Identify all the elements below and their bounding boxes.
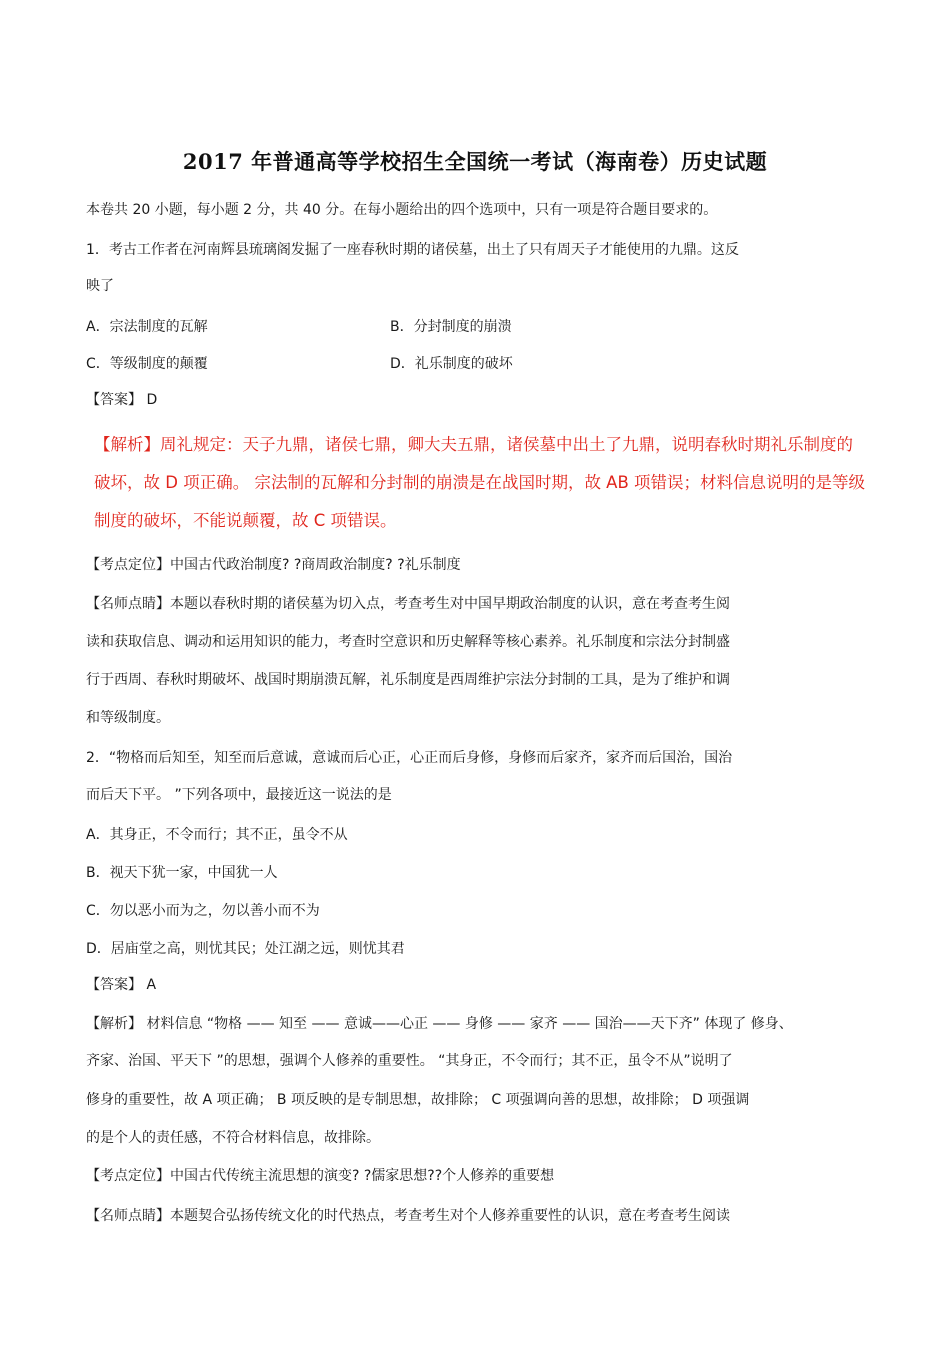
q1-option-a: A．宗法制度的瓦解 (86, 319, 208, 335)
q2-analysis-line3: 修身的重要性，故 A 项正确； B 项反映的是专制思想，故排除； C 项强调向善的思想，故排除； D 项强调 (86, 1092, 750, 1108)
q2-answer: 【答案】 A (86, 977, 157, 993)
q2-option-c: C．勿以恶小而为之，勿以善小而不为 (86, 903, 320, 919)
q1-mingshi-line1: 【名师点睛】本题以春秋时期的诸侯墓为切入点，考查考生对中国早期政治制度的认识，意在考查考生阅 (86, 596, 730, 612)
intro-text: 本卷共 20 小题，每小题 2 分，共 40 分。在每小题给出的四个选项中，只有一项是符合题目要求的。 (86, 202, 718, 218)
q2-analysis-line2: 齐家、治国、平天下 ”的思想，强调个人修养的重要性。 “其身正，不令而行；其不正，虽令不从”说明了 (86, 1053, 733, 1069)
q2-analysis-line1: 【解析】 材料信息 “物格 —— 知至 —— 意诚——心正 —— 身修 —— 家齐 —— 国治——天下齐” 体现了 修身、 (86, 1016, 793, 1032)
q1-stem-line1: 1．考古工作者在河南辉县琉璃阁发掘了一座春秋时期的诸侯墓，出土了只有周天子才能使用的九鼎。这反 (86, 242, 739, 258)
q2-option-d: D．居庙堂之高，则忧其民；处江湖之远，则忧其君 (86, 941, 405, 957)
q2-stem-line1: 2．“物格而后知至，知至而后意诚，意诚而后心正，心正而后身修，身修而后家齐，家齐而后国治，国治 (86, 750, 733, 766)
q2-mingshi-line1: 【名师点睛】本题契合弘扬传统文化的时代热点，考查考生对个人修养重要性的认识，意在考查考生阅读 (86, 1208, 730, 1224)
q1-stem-line2: 映了 (86, 278, 114, 294)
q2-kaodian: 【考点定位】中国古代传统主流思想的演变? ?儒家思想??个人修养的重要想 (86, 1168, 555, 1184)
q1-kaodian: 【考点定位】中国古代政治制度? ?商周政治制度? ?礼乐制度 (86, 557, 461, 573)
q2-stem-line2: 而后天下平。 ”下列各项中，最接近这一说法的是 (86, 787, 392, 803)
q1-analysis-line3: 制度的破坏，不能说颠覆，故 C 项错误。 (94, 511, 397, 530)
q1-option-c: C．等级制度的颠覆 (86, 356, 208, 372)
q1-option-b: B．分封制度的崩溃 (390, 319, 512, 335)
q1-mingshi-line3: 行于西周、春秋时期破坏、战国时期崩溃瓦解，礼乐制度是西周维护宗法分封制的工具，是为了维护和调 (86, 672, 730, 688)
q1-answer: 【答案】 D (86, 392, 158, 408)
q1-mingshi-line4: 和等级制度。 (86, 710, 170, 726)
q2-option-b: B．视天下犹一家，中国犹一人 (86, 865, 278, 881)
q2-option-a: A．其身正，不令而行；其不正，虽令不从 (86, 827, 348, 843)
q2-analysis-line4: 的是个人的责任感，不符合材料信息，故排除。 (86, 1130, 380, 1146)
q1-analysis-line2: 破坏，故 D 项正确。 宗法制的瓦解和分封制的崩溃是在战国时期，故 AB 项错误；材料信息说明的是等级 (94, 473, 866, 492)
q1-analysis-line1: 【解析】周礼规定：天子九鼎，诸侯七鼎，卿大夫五鼎，诸侯墓中出土了九鼎，说明春秋时期礼乐制度的 (94, 435, 853, 454)
q1-mingshi-line2: 读和获取信息、调动和运用知识的能力，考查时空意识和历史解释等核心素养。礼乐制度和宗法分封制盛 (86, 634, 730, 650)
page-title: 2017 年普通高等学校招生全国统一考试（海南卷）历史试题 (182, 149, 768, 174)
q1-option-d: D．礼乐制度的破坏 (390, 356, 513, 372)
